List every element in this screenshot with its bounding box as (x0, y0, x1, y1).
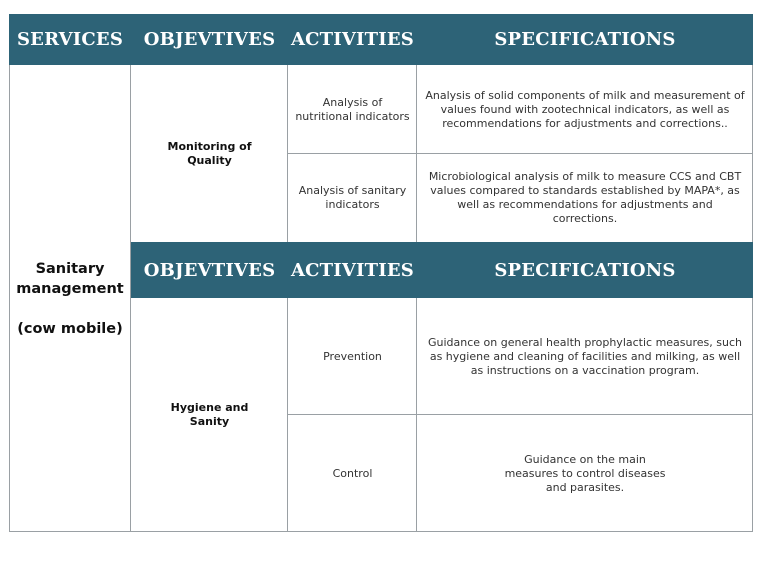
border-bottom (9, 531, 753, 532)
border-row-3 (288, 414, 753, 415)
service-line-1: Sanitary (35, 260, 105, 277)
spec-control: Guidance on the main measures to control diseases and parasites. (504, 452, 666, 494)
header-activities-2: ACTIVITIES (288, 242, 417, 298)
border-right-a (752, 65, 753, 242)
spec-sanitary: Microbiological analysis of milk to measure CCS and CBT values compared to standards established by MAPA*, as well as recommendations for adjustments and corrections. (428, 170, 742, 225)
activity-sanitary: Analysis of sanitary indicators (298, 184, 407, 211)
activity-prevention: Prevention (323, 349, 382, 363)
border-col-2b (287, 298, 288, 532)
header-objectives: OBJEVTIVES (131, 14, 288, 65)
service-line-3: (cow mobile) (17, 320, 123, 337)
header-specifications-2: SPECIFICATIONS (417, 242, 753, 298)
service-line-2: management (16, 280, 124, 297)
border-col-3b (416, 298, 417, 532)
spec-prevention: Guidance on general health prophylactic measures, such as hygiene and cleaning of facilities and milking, as well as instructions on a vaccination program. (427, 335, 742, 377)
border-right-b (752, 298, 753, 532)
header-services: SERVICES (9, 14, 131, 65)
border-row-1 (288, 153, 753, 154)
activity-control: Control (332, 466, 373, 480)
header-activities: ACTIVITIES (288, 14, 417, 65)
border-left (9, 65, 10, 532)
objective-monitoring-quality: Monitoring of Quality (167, 139, 252, 167)
border-col-1 (130, 65, 131, 532)
spec-nutritional: Analysis of solid components of milk and measurement of values found with zootechnical indicators, as well as recommendations for adjustments and corrections.. (425, 88, 745, 130)
activity-nutritional: Analysis of nutritional indicators (295, 95, 410, 123)
header-specifications: SPECIFICATIONS (417, 14, 753, 65)
objective-hygiene-sanity: Hygiene and Sanity (170, 401, 249, 428)
border-col-2a (287, 65, 288, 242)
header-objectives-2: OBJEVTIVES (131, 242, 288, 298)
service-cell (9, 65, 131, 532)
border-col-3a (416, 65, 417, 242)
